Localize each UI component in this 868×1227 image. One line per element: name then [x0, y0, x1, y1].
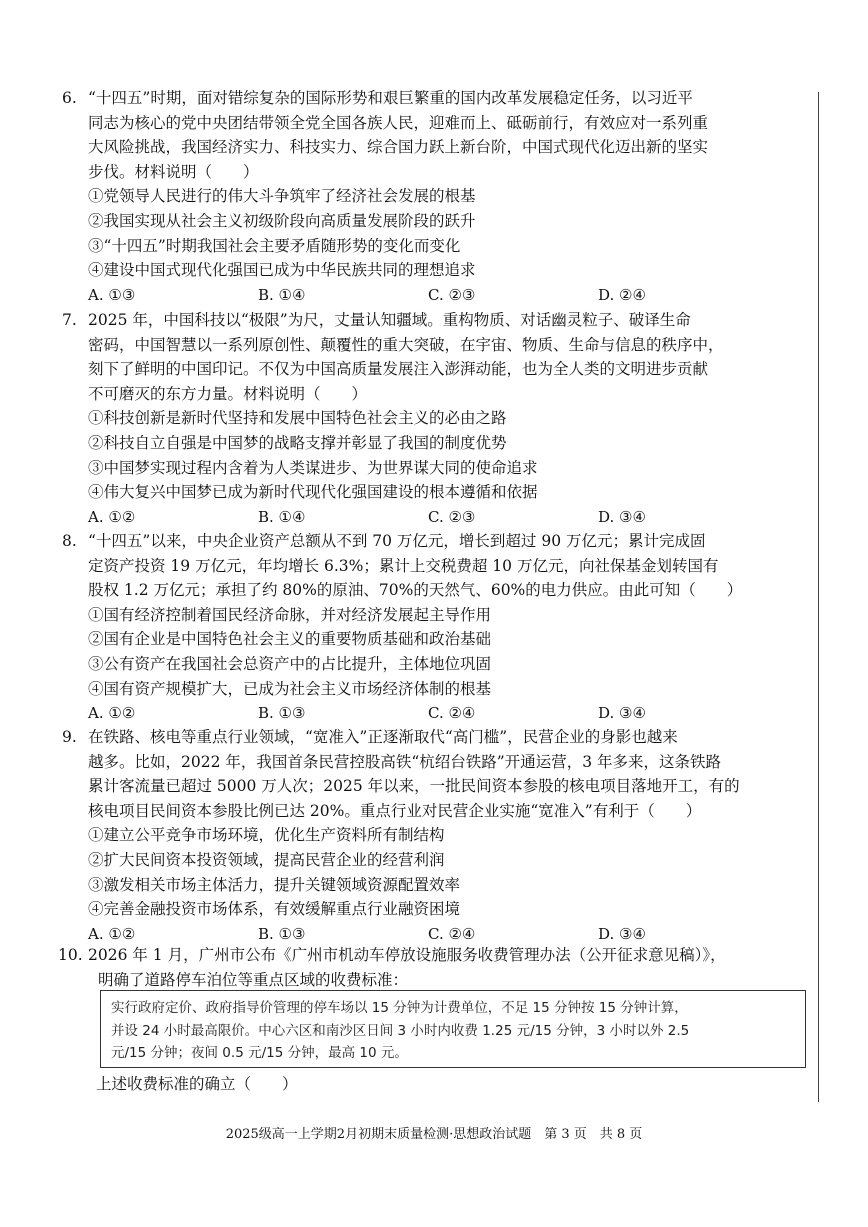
statement-2: ②我国实现从社会主义初级阶段向高质量发展阶段的跃升 [88, 211, 476, 230]
choice-b: B. ①③ [258, 924, 306, 943]
material-line: 并设 24 小时最高限价。中心六区和南沙区日间 3 小时内收费 1.25 元/15 分钟，3 小时以外 2.5 [111, 1022, 690, 1039]
statement-3: ③中国梦实现过程内含着为人类谋进步、为世界谋大同的使命追求 [88, 458, 538, 477]
margin-rule [818, 92, 819, 1102]
material-box [100, 990, 806, 1068]
statement-4: ④完善金融投资市场体系，有效缓解重点行业融资困境 [88, 900, 461, 919]
statement-1: ①建立公平竞争市场环境，优化生产资料所有制结构 [88, 826, 445, 845]
answer-choices [62, 283, 782, 308]
statement-4: ④建设中国式现代化强国已成为中华民族共同的理想追求 [88, 261, 476, 280]
statement-3: ③“十四五”时期我国社会主要矛盾随形势的变化而变化 [88, 236, 461, 255]
statement-4: ④伟大复兴中国梦已成为新时代现代化强国建设的根本遵循和依据 [88, 483, 538, 502]
choice-c: C. ②④ [428, 704, 476, 723]
question-10-prompt: 上述收费标准的确立（ ） [96, 1075, 298, 1093]
question-10 [58, 943, 798, 992]
choice-c: C. ②④ [428, 924, 476, 943]
question-number: 8. [62, 532, 77, 550]
question-stem: 6. “十四五”时期，面对错综复杂的国际形势和艰巨繁重的国内改革发展稳定任务，以习近平 同志为核心的党中央团结带领全党全国各族人民，迎难而上、砥砺前行，有效应对一系列重 大风险挑战，我国经济实力、科技实力、综合国力跃上新台阶，中国式现代化迈出新的坚实 步伐。材料说明（ ） [62, 86, 782, 184]
choice-d: D. ②④ [598, 285, 646, 304]
statement-2: ②国有企业是中国特色社会主义的重要物质基础和政治基础 [88, 630, 492, 649]
statement-1: ①科技创新是新时代坚持和发展中国特色社会主义的必由之路 [88, 409, 507, 428]
answer-choices [62, 701, 782, 726]
statement-1: ①国有经济控制着国民经济命脉，并对经济发展起主导作用 [88, 605, 492, 624]
statement-2: ②扩大民间资本投资领域，提高民营企业的经营利润 [88, 850, 445, 869]
choice-d: D. ③④ [598, 704, 646, 723]
choice-a: A. ①② [88, 704, 136, 723]
question-8 [62, 529, 782, 726]
question-number: 6. [62, 89, 77, 107]
choice-a: A. ①③ [88, 285, 136, 304]
question-6 [62, 86, 782, 307]
choice-a: A. ①② [88, 924, 136, 943]
statement-1: ①党领导人民进行的伟大斗争筑牢了经济社会发展的根基 [88, 187, 476, 206]
material-line: 元/15 分钟；夜间 0.5 元/15 分钟，最高 10 元。 [111, 1045, 408, 1061]
choice-d: D. ③④ [598, 924, 646, 943]
answer-choices [62, 505, 782, 530]
question-stem: 9. 在铁路、核电等重点行业领域，“宽准入”正逐渐取代“高门槛”，民营企业的身影也越来 越多。比如，2022 年，我国首条民营控股高铁“杭绍台铁路”开通运营，3 年多来，这条铁路 累计客流量已超过 5000 万人次；2025 年以来，一批民间资本参股的核电项目落地开工，有的 核电项目民间资本参股比例已达 20%。重点行业对民营企业实施“宽准入”有利于（ ） [62, 725, 782, 823]
question-number: 10. [58, 946, 83, 964]
statement-4: ④国有资产规模扩大，已成为社会主义市场经济体制的根基 [88, 679, 492, 698]
question-stem: 8. “十四五”以来，中央企业资产总额从不到 70 万亿元，增长到超过 90 万亿元；累计完成固 定资产投资 19 万亿元，年均增长 6.3%；累计上交税费超 10 万亿元，向社保基金划转国有 股权 1.2 万亿元；承担了约 80%的原油、70%的天然气、60%的电力供应。由此可知（ ） [62, 529, 782, 603]
choice-b: B. ①④ [258, 285, 306, 304]
choice-c: C. ②③ [428, 285, 476, 304]
question-stem: 7. 2025 年，中国科技以“极限”为尺，丈量认知疆域。重构物质、对话幽灵粒子、破译生命 密码，中国智慧以一系列原创性、颠覆性的重大突破，在宇宙、物质、生命与信息的秩序中， 刻下了鲜明的中国印记。不仅为中国高质量发展注入澎湃动能，也为全人类的文明进步贡献 不可磨灭的东方力量。材料说明（ ） [62, 308, 782, 406]
page-footer: 2025级高一上学期2月初期末质量检测·思想政治试题 第 3 页 共 8 页 [225, 1127, 643, 1142]
question-9 [62, 725, 782, 946]
question-number: 7. [62, 311, 77, 329]
choice-b: B. ①③ [258, 704, 306, 723]
choice-b: B. ①④ [258, 507, 306, 526]
statement-3: ③激发相关市场主体活力，提升关键领域资源配置效率 [88, 875, 461, 894]
question-7 [62, 308, 782, 529]
choice-d: D. ③④ [598, 507, 646, 526]
question-number: 9. [62, 728, 77, 746]
statement-3: ③公有资产在我国社会总资产中的占比提升，主体地位巩固 [88, 654, 492, 673]
statement-2: ②科技自立自强是中国梦的战略支撑并彰显了我国的制度优势 [88, 433, 507, 452]
choice-c: C. ②③ [428, 507, 476, 526]
choice-a: A. ①② [88, 507, 136, 526]
question-stem: 10. 2026 年 1 月，广州市公布《广州市机动车停放设施服务收费管理办法（公开征求意见稿）》， 明确了道路停车泊位等重点区域的收费标准： [58, 943, 798, 992]
material-line: 实行政府定价、政府指导价管理的停车场以 15 分钟为计费单位，不足 15 分钟按 15 分钟计算， [111, 1000, 688, 1016]
